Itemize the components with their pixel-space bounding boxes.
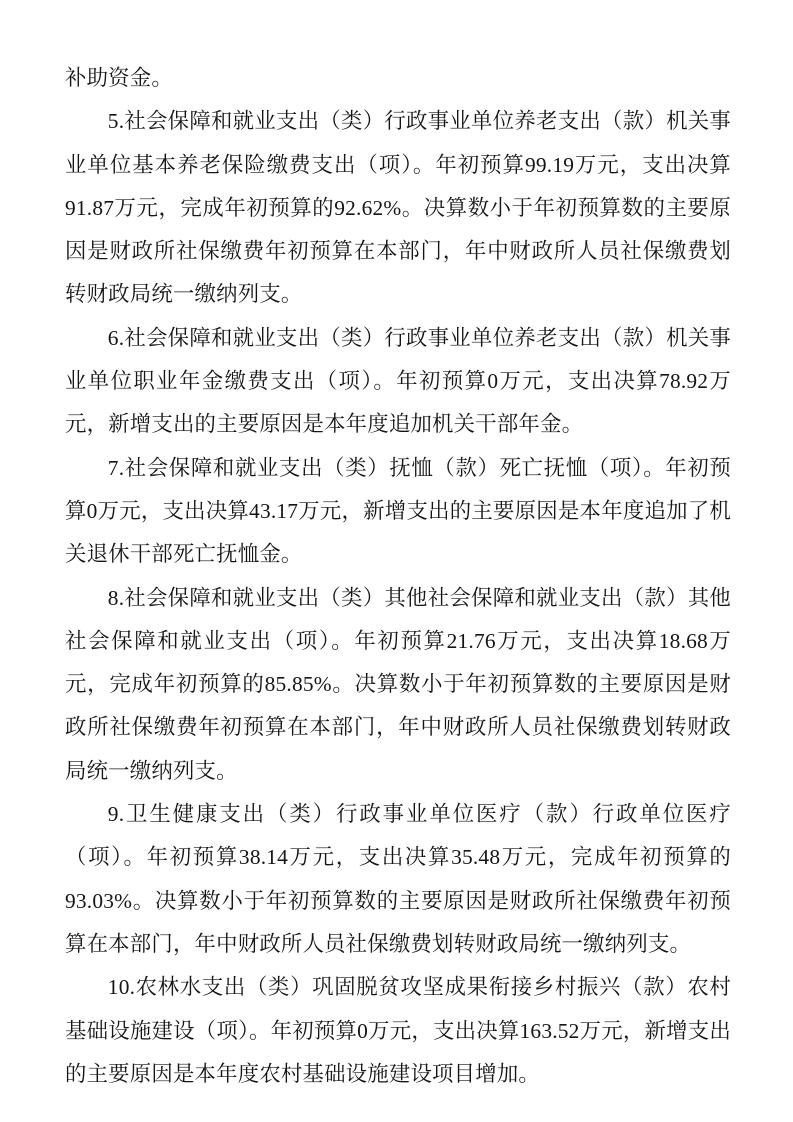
paragraph-continuation: 补助资金。 xyxy=(65,66,173,90)
document-body xyxy=(65,57,731,1096)
paragraph-item-5: 5.社会保障和就业支出（类）行政事业单位养老支出（款）机关事业单位基本养老保险缴费支出（项）。年初预算99.19万元，支出决算91.87万元，完成年初预算的92.62%。决算数小于年初预算数的主要原因是财政所社保缴费年初预算在本部门，年中财政所人员社保缴费划转财政局统一缴纳列支。 xyxy=(65,109,731,307)
paragraph-item-7: 7.社会保障和就业支出（类）抚恤（款）死亡抚恤（项）。年初预算0万元，支出决算43.17万元，新增支出的主要原因是本年度追加了机关退休干部死亡抚恤金。 xyxy=(65,455,731,567)
paragraph-item-10: 10.农林水支出（类）巩固脱贫攻坚成果衔接乡村振兴（款）农村基础设施建设（项）。年初预算0万元，支出决算163.52万元，新增支出的主要原因是本年度农村基础设施建设项目增加。 xyxy=(65,975,731,1086)
paragraph-item-8: 8.社会保障和就业支出（类）其他社会保障和就业支出（款）其他社会保障和就业支出（项）。年初预算21.76万元，支出决算18.68万元，完成年初预算的85.85%。决算数小于年初预算数的主要原因是财政所社保缴费年初预算在本部门，年中财政所人员社保缴费划转财政局统一缴纳列支。 xyxy=(65,585,731,783)
paragraph-item-6: 6.社会保障和就业支出（类）行政事业单位养老支出（款）机关事业单位职业年金缴费支出（项）。年初预算0万元，支出决算78.92万元，新增支出的主要原因是本年度追加机关干部年金。 xyxy=(65,325,731,437)
paragraph-item-9: 9.卫生健康支出（类）行政事业单位医疗（款）行政单位医疗（项）。年初预算38.14万元，支出决算35.48万元，完成年初预算的93.03%。决算数小于年初预算数的主要原因是财政所社保缴费年初预算在本部门，年中财政所人员社保缴费划转财政局统一缴纳列支。 xyxy=(65,802,731,956)
